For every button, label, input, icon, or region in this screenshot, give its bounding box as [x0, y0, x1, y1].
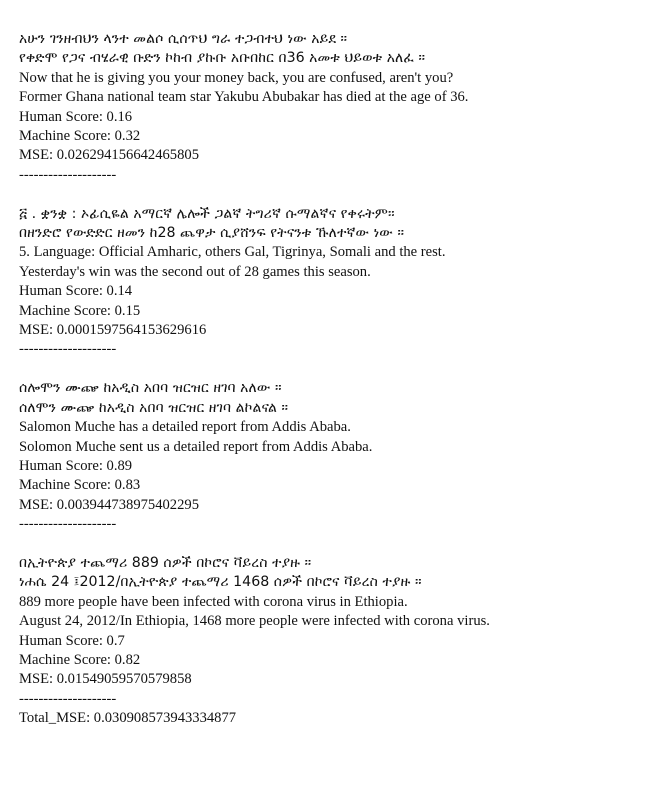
- target-english: Yesterday's win was the second out of 28 games this season.: [19, 263, 371, 280]
- source-amharic: አሁን ገንዘብህን ላንተ መልሶ ሲሰጥህ ግራ ተጋብተህ ነው አይደ ።: [19, 31, 348, 47]
- target-english: Solomon Muche sent us a detailed report from Addis Ababa.: [19, 438, 373, 455]
- human-score: Human Score: 0.14: [19, 283, 133, 300]
- target-english: August 24, 2012/In Ethiopia, 1468 more people were infected with corona virus.: [19, 613, 490, 630]
- target-amharic: ሰለሞን ሙጬ ከአዲስ አበባ ዝርዝር ዘገባ ልኮልናል ።: [19, 399, 289, 416]
- source-english: Now that he is giving you your money back, you are confused, aren't you?: [19, 69, 454, 86]
- human-score: Human Score: 0.16: [19, 108, 133, 125]
- mse-value: MSE: 0.003944738975402295: [19, 496, 199, 513]
- separator: --------------------: [19, 516, 117, 533]
- source-amharic: ሰሎሞን ሙጬ ከአዲስ አበባ ዝርዝር ዘገባ አለው ።: [19, 380, 282, 397]
- total-mse: Total_MSE: 0.030908573943334877: [19, 710, 237, 727]
- entry-3: [19, 379, 669, 534]
- machine-score: Machine Score: 0.32: [19, 128, 141, 145]
- separator: --------------------: [19, 166, 117, 183]
- mse-value: MSE: 0.0001597564153629616: [19, 322, 207, 339]
- target-amharic: የቀድሞ የጋና ብሄራዊ ቡድን ኮከብ ያኩቡ አቡበከር በ36 አመቱ ህይወቱ አለፈ ።: [19, 50, 426, 67]
- human-score: Human Score: 0.89: [19, 457, 133, 474]
- target-amharic: በዘንድሮ የውድድር ዘመን ከ28 ጨዋታ ሲያሸንፍ የትናንቱ ኹለተኛው ነው ።: [19, 225, 405, 242]
- target-amharic: ነሐሴ 24 ፤2012/በኢትዮጵያ ተጨማሪ 1468 ሰዎች በኮሮና ቫይረስ ተያዙ ።: [19, 574, 422, 591]
- human-score: Human Score: 0.7: [19, 632, 125, 649]
- entry-2: [19, 205, 669, 360]
- target-english: Former Ghana national team star Yakubu Abubakar has died at the age of 36.: [19, 89, 469, 106]
- mse-value: MSE: 0.01549059570579858: [19, 671, 192, 688]
- machine-score: Machine Score: 0.82: [19, 651, 141, 668]
- entry-4: [19, 554, 669, 729]
- mse-value: MSE: 0.026294156642465805: [19, 147, 199, 164]
- machine-score: Machine Score: 0.83: [19, 477, 141, 494]
- source-amharic: በኢትዮጵያ ተጨማሪ 889 ሰዎች በኮሮና ቫይረስ ተያዙ ።: [19, 554, 312, 571]
- separator: --------------------: [19, 341, 117, 358]
- separator: --------------------: [19, 690, 117, 707]
- source-english: Salomon Muche has a detailed report from Addis Ababa.: [19, 419, 351, 436]
- machine-score: Machine Score: 0.15: [19, 302, 141, 319]
- source-english: 5. Language: Official Amharic, others Gal, Tigrinya, Somali and the rest.: [19, 244, 446, 261]
- source-amharic: ፭ . ቋንቋ : ኦፊሲዬል አማርኛ ሌሎች ጋልኛ ትግሪኛ ሱማልኛና የቀሩትም፡፡: [19, 205, 395, 222]
- source-english: 889 more people have been infected with corona virus in Ethiopia.: [19, 593, 408, 610]
- entry-1: [19, 30, 669, 185]
